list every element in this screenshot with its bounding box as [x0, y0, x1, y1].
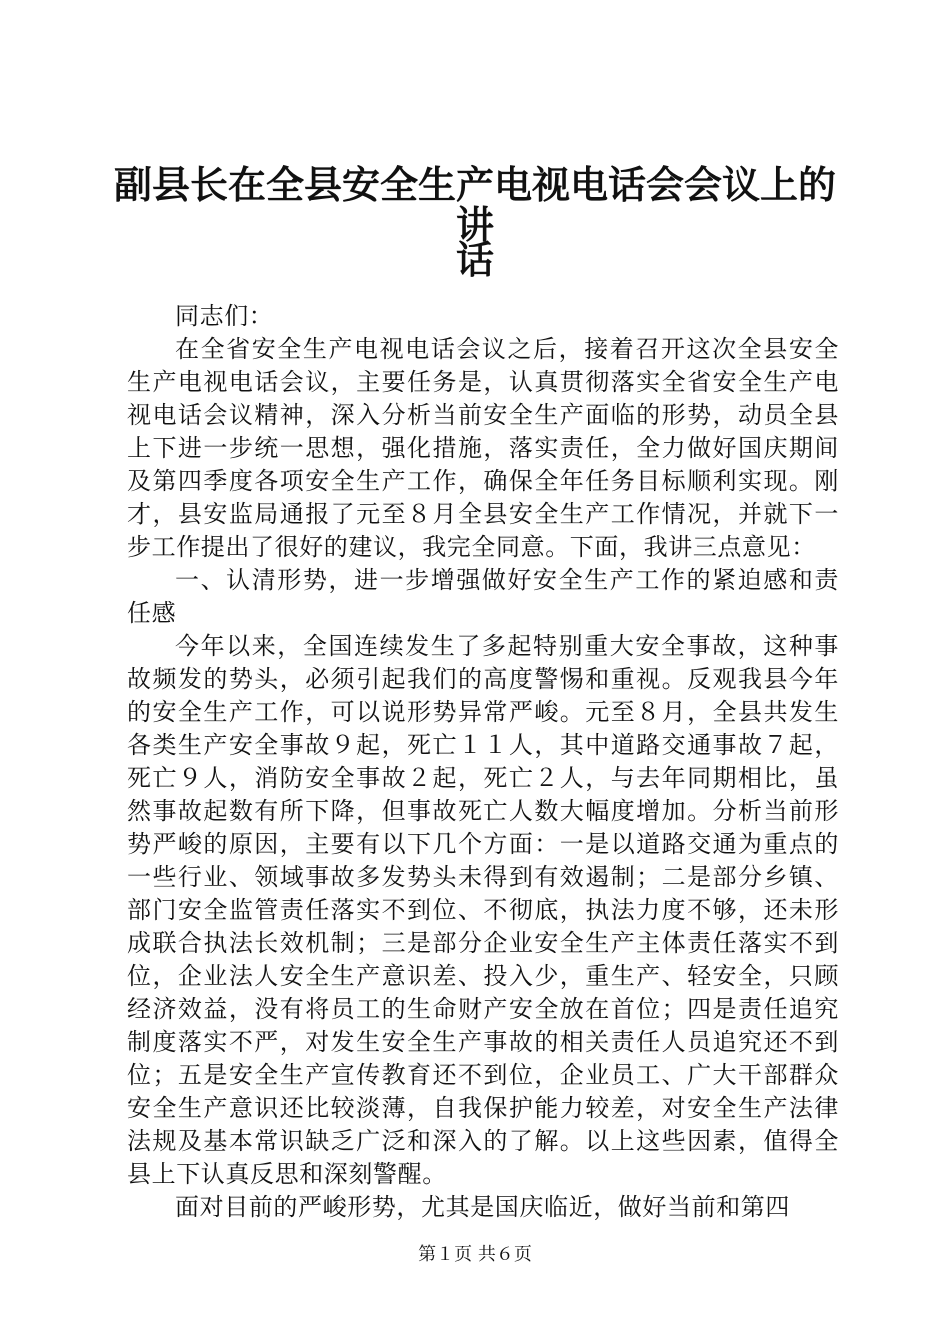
- page-number-footer: 第１页 共６页: [418, 1244, 532, 1265]
- salutation-paragraph: 同志们：: [175, 302, 274, 330]
- continuation-paragraph: 面对目前的严峻形势，尤其是国庆临近，做好当前和第四: [175, 1193, 790, 1221]
- document-title-line-1: 副县长在全县安全生产电视电话会会议上的讲: [113, 162, 836, 247]
- section-heading-1: 一、认清形势，进一步增强做好安全生产工作的紧迫感和责任感: [127, 566, 839, 627]
- document-body: [127, 300, 839, 1224]
- situation-paragraph: 今年以来，全国连续发生了多起特别重大安全事故，这种事故频发的势头，必须引起我们的高度警惕和重视。反观我县今年的安全生产工作，可以说形势异常严峻。元至８月，全县共发生各类生产安全事故９起，死亡１１人，其中道路交通事故７起，死亡９人，消防安全事故２起，死亡２人，与去年同期相比，虽然事故起数有所下降，但事故死亡人数大幅度增加。分析当前形势严峻的原因，主要有以下几个方面：一是以道路交通为重点的一些行业、领域事故多发势头未得到有效遏制；二是部分乡镇、部门安全监管责任落实不到位、不彻底，执法力度不够，还未形成联合执法长效机制；三是部分企业安全生产主体责任落实不到位，企业法人安全生产意识差、投入少，重生产、轻安全，只顾经济效益，没有将员工的生命财产安全放在首位；四是责任追究制度落实不严，对发生安全生产事故的相关责任人员追究还不到位；五是安全生产宣传教育还不到位，企业员工、广大干部群众安全生产意识还比较淡薄，自我保护能力较差，对安全生产法律法规及基本常识缺乏广泛和深入的了解。以上这些因素，值得全县上下认真反思和深刻警醒。: [127, 632, 839, 1188]
- document-title-line-2: 话: [455, 237, 494, 282]
- intro-paragraph: 在全省安全生产电视电话会议之后，接着召开这次全县安全生产电视电话会议，主要任务是，认真贯彻落实全省安全生产电视电话会议精神，深入分析当前安全生产面临的形势，动员全县上下进一步统一思想，强化措施，落实责任，全力做好国庆期间及第四季度各项安全生产工作，确保全年任务目标顺利实现。刚才，县安监局通报了元至８月全县安全生产工作情况，并就下一步工作提出了很好的建议，我完全同意。下面，我讲三点意见：: [127, 335, 839, 561]
